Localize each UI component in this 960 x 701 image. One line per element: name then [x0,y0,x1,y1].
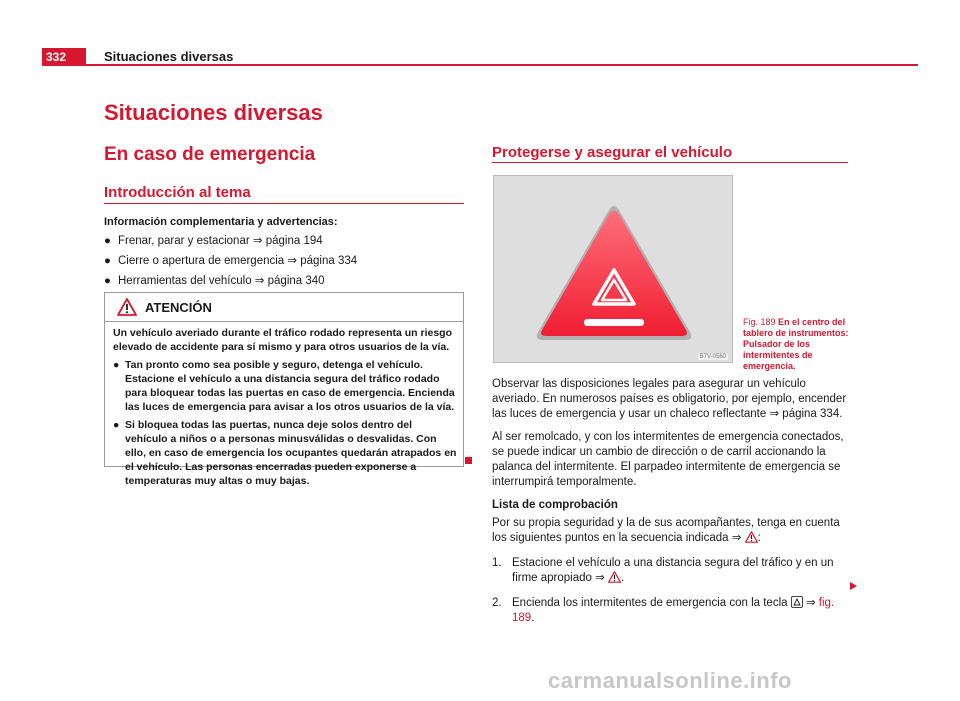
warning-paragraph: Un vehículo averiado durante el tráfico rodado representa un riesgo elevado de accidente para sí mismo y para otros usuarios de la vía. [113,327,452,353]
figure-label: Fig. 189 [743,317,776,327]
intro-block [104,216,466,294]
figure-caption [743,317,853,372]
bullet-icon: ● [104,275,111,287]
hazard-button-figure [493,175,733,363]
right-subsection-heading: Protegerse y asegurar el vehículo [492,144,733,161]
subsection-heading: Introducción al tema [104,184,251,201]
paragraph-text: Por su propia seguridad y la de sus acompañantes, tenga en cuenta los siguientes puntos en la secuencia indicada [492,517,840,544]
page-link[interactable]: página 334. [782,408,843,420]
colon-text: : [757,532,761,544]
arrow-icon: ⇒ [254,275,265,287]
section-end-marker [465,457,472,464]
chapter-heading: Situaciones diversas [104,100,323,125]
hazard-key-icon [791,596,803,608]
paragraph-text: Observar las disposiciones legales para asegurar un vehículo averiado. En numerosos países es obligatorio, por ejemplo, encender las luces de emergencia y usar un chaleco reflectante [492,378,847,420]
checklist-label: Lista de comprobación [492,499,618,511]
warning-bullet [113,418,457,488]
paragraph: Al ser remolcado, y con los intermitentes de emergencia conectados, se puede indicar un cambio de dirección o de carril accionando la palanca del intermitente. El parpadeo intermitente de emergencia se interrumpirá temporalmente. [492,431,844,488]
warning-title: ATENCIÓN [145,299,212,315]
step-number: 1. [492,557,502,569]
page-link[interactable]: página 194 [265,235,323,247]
intro-label: Información complementaria y advertencias: [104,216,338,228]
arrow-icon: ⇒ [731,532,742,544]
checklist-step [492,556,850,588]
subsection-rule [104,203,464,204]
intro-list-item [104,234,466,249]
paragraph [492,516,850,548]
page-link[interactable]: página 340 [267,275,325,287]
warning-triangle-icon [117,298,137,316]
figure-link[interactable]: fig. 189 [512,597,835,624]
intro-item-text: Frenar, parar y estacionar [118,235,250,247]
figure-caption-text: En el centro del tablero de instrumentos: Pulsador de los intermitentes de emergencia. [743,317,849,371]
warning-bullet-text: Tan pronto como sea posible y seguro, detenga el vehículo. Estacione el vehículo a una distancia segura del tráfico rodado para bloquear todas las puertas en caso de emergencia. Encienda las luces de emergencia para avisar a los otros usuarios de la vía. [125,359,455,413]
paragraph [492,377,850,422]
warning-body [105,322,463,488]
page-link[interactable]: página 334 [300,255,358,267]
intro-list-item [104,274,466,289]
right-subsection-rule [492,162,848,163]
warning-bullet-text: Si bloquea todas las puertas, nunca deje solos dentro del vehículo a niños o a personas minusválidas o desvalidas. Con ello, en caso de emergencia los ocupantes quedarán atrapados en el vehículo. Las personas encerradas pueden exponerse a temperaturas muy altas o muy bajas. [125,419,457,487]
bullet-icon: ● [113,419,120,431]
watermark: carmanualsonline.info [548,668,792,693]
arrow-icon: ⇒ [595,572,605,584]
page-header [42,48,918,66]
section-heading: En caso de emergencia [104,144,316,165]
intro-item-text: Herramientas del vehículo [118,275,252,287]
step-text: Encienda los intermitentes de emergencia con la tecla [512,597,788,609]
arrow-icon: ⇒ [769,408,780,420]
header-section-title: Situaciones diversas [104,49,234,64]
step-end: . [531,612,535,624]
arrow-icon: ⇒ [805,597,816,609]
intro-list-item [104,254,466,269]
warning-box [104,292,464,487]
hazard-triangle-icon [494,176,734,364]
step-end: . [620,572,625,584]
step-text: Estacione el vehículo a una distancia segura del tráfico y en un firme apropiado [512,557,834,584]
warning-link-icon[interactable] [608,571,621,588]
warning-header [105,293,463,322]
arrow-icon: ⇒ [252,235,263,247]
right-column-text [492,377,850,634]
intro-item-text: Cierre o apertura de emergencia [118,255,285,267]
warning-bullet [113,358,457,414]
figure-code: B7V-0560 [699,354,726,360]
bullet-icon: ● [113,359,120,371]
step-number: 2. [492,597,502,609]
next-page-arrow-icon [849,578,858,596]
page-number: 332 [42,48,86,66]
arrow-icon: ⇒ [287,255,298,267]
checklist-step [492,596,850,626]
warning-link-icon[interactable] [745,531,758,548]
bullet-icon: ● [104,235,111,247]
bullet-icon: ● [104,255,111,267]
